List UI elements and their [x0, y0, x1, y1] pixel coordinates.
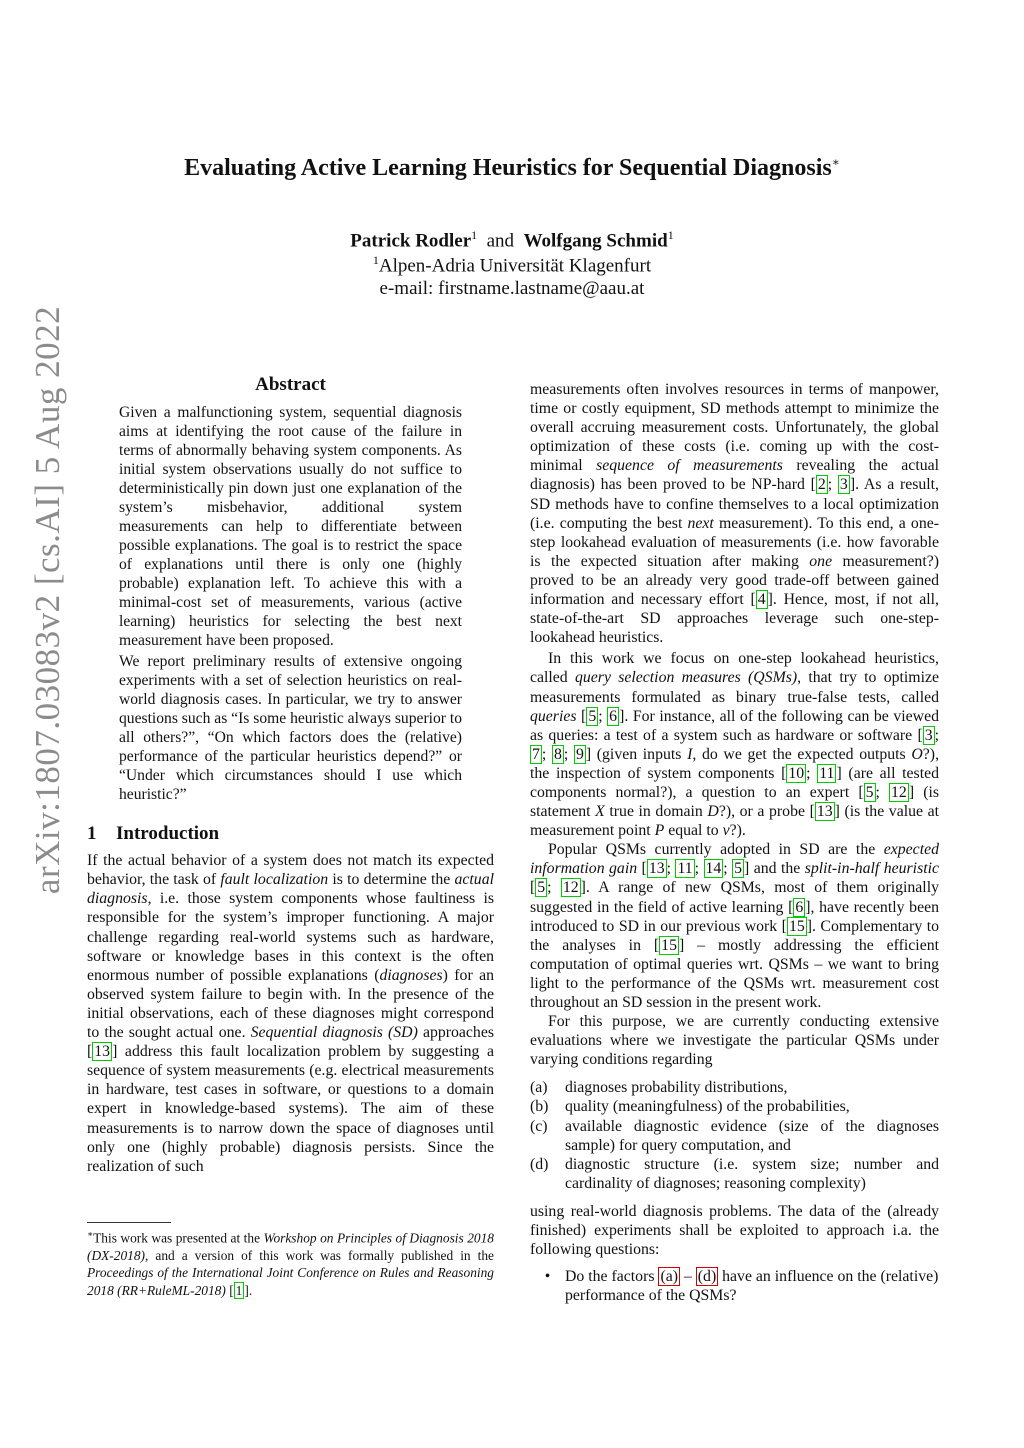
citation-link[interactable]: 13 — [94, 1043, 111, 1061]
text-run: (is the value at measurement point — [530, 803, 940, 840]
list-text: diagnoses probability distributions, — [565, 1079, 788, 1097]
citation-link[interactable]: 5 — [537, 879, 546, 897]
abstract-paragraph-1: Given a malfunctioning system, sequential diagnosis aims at identifying the root cause of the failure in terms of abnormally behaving system components. As initial system observations usually do not suffice to deterministically pin down just one explanation of the system’s misbehavior, additional system measurements can help to differentiate between possible explanations. The goal is to restrict the space of explanations until there is only one (highly probable) explanation left. To achieve this with a minimal-cost set of measurements, various (active learning) heuristics for selecting the best next measurement have been proposed. — [119, 404, 462, 650]
emphasis: actual diagnosis — [87, 871, 494, 908]
list-text: diagnostic structure (i.e. system size; number and cardinality of diagnoses; reasoning complexity) — [565, 1155, 939, 1192]
right-paragraph-4: For this purpose, we are currently conducting extensive evaluations where we investigate the particular QSMs under varying conditions regarding — [530, 1013, 939, 1069]
citation-link[interactable]: 8 — [553, 745, 562, 763]
text-run: . Hence, most, if not all, state-of-the-art SD approaches leverage such one-step-lookahead heuristics. — [530, 591, 939, 647]
emphasis: expected information gain — [530, 841, 939, 878]
citation-link[interactable]: 10 — [788, 764, 805, 782]
section-heading-introduction — [87, 824, 494, 843]
list-text: quality (meaningfulness) of the probabilities, — [565, 1098, 850, 1116]
emphasis: split-in-half heuristic — [804, 860, 940, 878]
question-list — [530, 1267, 939, 1305]
emphasis: diagnoses — [379, 966, 443, 984]
text-run — [226, 1283, 229, 1298]
math-variable: P — [654, 822, 665, 840]
text-run: In this work we focus on one-step lookahead heuristics, called — [530, 650, 939, 687]
citation-link[interactable]: 15 — [661, 936, 677, 954]
abstract-paragraph-2: We report preliminary results of extensive ongoing experiments with a set of selection heuristics on real-world diagnosis cases. In particular, we try to answer questions such as “Is some heuristic always superior to all others?”, “On which factors does the (relative) performance of the particular heuristics depend?” or “Under which circumstances should I use which heuristic?” — [119, 653, 462, 804]
list-item — [530, 1097, 939, 1116]
list-item — [530, 1117, 939, 1155]
text-run: have an influence on the (relative) performance of the QSMs? — [565, 1268, 939, 1305]
author-conjunction: and — [486, 230, 515, 252]
bullet-icon: • — [544, 1268, 551, 1286]
emphasis: fault localization — [220, 871, 329, 889]
text-run: ?), the inspection of system components — [530, 745, 940, 782]
text-run: , that try to optimize measurements formulated as binary true-false tests, called — [530, 669, 939, 706]
left-column — [87, 375, 494, 1176]
citation-link[interactable]: 2 — [817, 476, 826, 494]
text-run: . Complementary to the analyses in — [530, 917, 939, 954]
author1-aff-mark: 1 — [471, 228, 478, 242]
list-label: (c) — [530, 1117, 548, 1135]
text-run: (given inputs — [591, 745, 688, 763]
citation-link[interactable]: 9 — [575, 745, 584, 763]
footnote: ∗This work was presented at the Workshop on Principles of Diagnosis 2018 (DX-2018), and a version of this work was formally published in the Proceedings of the International Joint Conference on Rules and Reasoning 2018 (RR+RuleML-2018) [ 1 ]. — [87, 1229, 494, 1298]
citation-link[interactable]: 6 — [795, 898, 804, 916]
text-run: (are all tested components normal?), a question to an expert — [530, 764, 940, 801]
text-run: revealing the actual diagnosis) has been proved to be NP-hard — [530, 457, 940, 494]
list-text — [565, 1267, 939, 1305]
citation-link[interactable]: 4 — [757, 591, 766, 609]
contact-email: e-mail: firstname.lastname@aau.at — [379, 278, 645, 299]
section-title: Introduction — [116, 823, 220, 845]
citation-link[interactable]: 12 — [562, 879, 579, 897]
text-run: measurements often involves resources in terms of manpower, time or costly equipment, SD methods attempt to minimize the overall accruing measurement costs. Unfortunately, the global optimization of these costs (i.e. coming up with the cost-minimal — [530, 381, 939, 475]
citation-link[interactable]: 6 — [609, 707, 618, 725]
emphasis: sequence of measurements — [596, 457, 783, 475]
text-run: (is statement — [530, 783, 939, 821]
text-run: , i.e. those system components whose faultiness is responsible for the system’s improper functioning. A major challenge regarding real-world systems such as hardware, software or knowledge bases in this context is the often enormous number of possible explanations ( — [87, 890, 494, 984]
list-label: (d) — [530, 1155, 549, 1173]
citation-link[interactable]: 13 — [816, 803, 833, 821]
citation-link[interactable]: 11 — [819, 764, 835, 782]
emphasis: Workshop on Principles of Diagnosis 2018 (DX-2018) — [87, 1230, 494, 1263]
emphasis: one — [809, 552, 833, 570]
math-variable: I — [687, 745, 693, 763]
citation-link[interactable]: 12 — [891, 783, 907, 801]
list-item — [530, 1155, 939, 1193]
intro-paragraph: If the actual behavior of a system does not match its expected behavior, the task of fault localization is to determine the actual diagnosis, i.e. those system components whose faultiness is responsible for the system’s improper functioning. A major challenge regarding real-world systems such as hardware, software or knowledge bases in this context is the often enormous number of possible explanations (diagnoses) for an observed system failure to begin with. In the presence of the initial observations, each of these diagnoses might correspond to the sought actual one. Sequential diagnosis (SD) approaches [ 13 ] address this fault localization problem by suggesting a sequence of system measurements (e.g. electrical measurements in hardware, test cases in software, or questions to a domain expert in knowledge-based systems). The aim of these measurements is to narrow down the space of diagnoses until only one (highly probable) diagnosis persists. Since the realization of such — [87, 852, 494, 1175]
affiliation-text: Alpen-Adria Universität Klagenfurt — [378, 255, 652, 277]
list-label: (b) — [530, 1098, 549, 1116]
text-run: measurement?) proved to be an already very good trade-off between gained information and necessary effort — [530, 552, 939, 609]
text-run: If the actual behavior of a system does not match its expected behavior, the task of — [87, 852, 494, 889]
text-run: – — [679, 1268, 696, 1286]
citation-link[interactable]: 11 — [677, 860, 693, 878]
list-text: available diagnostic evidence (size of the diagnoses sample) for query computation, and — [565, 1117, 939, 1154]
emphasis: Proceedings of the International Joint Conference on Rules and Reasoning 2018 (RR+RuleML-2018) — [87, 1265, 494, 1298]
text-run: , do we get the expected outputs — [692, 745, 912, 763]
text-run: Do the factors — [565, 1268, 659, 1286]
text-run: ?), or a probe — [718, 803, 810, 821]
text-run: ) for an observed system failure to begin with. In the presence of the initial observations, each of these diagnoses might correspond to the sought actual one. — [87, 966, 494, 1042]
text-run: address this fault localization problem by suggesting a sequence of system measurements (e.g. electrical measurements in hardware, test cases in software, or questions to a domain expert in knowledge-based systems). The aim of these measurements is to narrow down the space of diagnoses until only one (highly probable) diagnosis persists. Since the realization of such — [87, 1043, 494, 1175]
text-run: Popular QSMs currently adopted in SD are the — [548, 841, 884, 859]
right-column — [530, 380, 939, 1305]
text-run: This work was presented at the — [93, 1230, 264, 1246]
text-run: approaches — [417, 1024, 494, 1042]
text-run: . For instance, all of the following can be viewed as queries: a test of a system such as hardware or software — [530, 707, 939, 744]
list-label: (a) — [530, 1079, 548, 1097]
footnote-mark: ∗ — [87, 1229, 94, 1239]
citation-link[interactable]: 5 — [734, 860, 743, 878]
text-run: ?). — [729, 822, 746, 840]
math-variable: X — [595, 803, 605, 821]
title-text: Evaluating Active Learning Heuristics for Sequential Diagnosis — [184, 155, 832, 181]
text-run: . — [248, 1282, 253, 1298]
math-variable: O — [911, 745, 923, 763]
text-run: equal to — [664, 822, 723, 840]
affiliation-mark: 1 — [372, 253, 379, 267]
emphasis: queries — [530, 707, 577, 725]
citation-link[interactable]: 3 — [839, 476, 848, 494]
citation-link[interactable]: 5 — [588, 707, 597, 725]
arxiv-sidebar-stamp — [20, 160, 76, 1040]
citation-link[interactable]: 5 — [865, 783, 874, 801]
math-variable: v — [722, 822, 730, 840]
author-schmid: Wolfgang Schmid — [523, 230, 668, 252]
citation-link[interactable]: 1 — [235, 1282, 243, 1298]
citation-link[interactable]: 7 — [532, 745, 540, 763]
text-run: , and a version of this work was formally published in the — [145, 1247, 494, 1263]
list-item — [530, 1267, 939, 1305]
emphasis: query selection measures (QSMs) — [574, 669, 798, 687]
abstract-body — [119, 403, 462, 804]
text-run: , have recently been introduced to SD in our previous work — [530, 898, 939, 935]
condition-list — [530, 1078, 939, 1193]
right-paragraph-1: measurements often involves resources in terms of manpower, time or costly equipment, SD methods attempt to minimize the overall accruing measurement costs. Unfortunately, the global optimization of these costs (i.e. coming up with the cost-minimal sequence of measurements revealing the actual diagnosis) has been proved to be NP-hard [ 2 ; 3 ]. As a result, SD methods have to confine themselves to a local optimization (i.e. computing the best next measurement). To this end, a one-step lookahead evaluation of measurements (i.e. how favorable is the expected situation after making one measurement?) proved to be an already very good trade-off between gained information and necessary effort [ 4 ]. Hence, most, if not all, state-of-the-art SD approaches leverage such one-step-lookahead heuristics. — [530, 381, 940, 647]
citation-link[interactable]: 13 — [648, 860, 665, 878]
list-item — [530, 1078, 939, 1097]
right-paragraph-3: Popular QSMs currently adopted in SD are the expected information gain [ 13 ; 11 ; 14 ; 5 ] and the split-in-half heuristic [ 5 ; 12 ]. A range of new QSMs, most of them originally suggested in the field of active learning [ 6 ], have recently been introduced to SD in our previous work [ 15 ]. Complementary to the analyses in [ 15 ] – mostly addressing the efficient computation of optimal queries wrt. QSMs – we want to bring light to the performance of the QSMs wrt. measurement cost throughout an SD session in the present work. — [530, 841, 940, 1011]
text-run: . A range of new QSMs, most of them originally suggested in the field of active learning — [530, 879, 939, 916]
item-reference-link[interactable]: (d) — [697, 1268, 717, 1286]
author2-aff-mark: 1 — [667, 228, 674, 242]
abstract-heading: Abstract — [255, 374, 326, 395]
math-variable: D — [707, 803, 719, 821]
citation-link[interactable]: 15 — [788, 917, 805, 935]
arxiv-identifier: arXiv:1807.03083v2 [cs.AI] 5 Aug 2022 — [28, 305, 67, 895]
text-run: . As a result, SD methods have to confine themselves to a local optimization (i.e. computing the best — [530, 476, 940, 532]
text-run: and the — [749, 860, 805, 878]
right-paragraph-5: using real-world diagnosis problems. The data of the (already finished) experiments shall be exploited to approach i.a. the following questions: — [530, 1202, 939, 1259]
title-footnote-mark: ∗ — [831, 155, 840, 169]
footnote-rule — [87, 1222, 171, 1223]
item-reference-link[interactable]: (a) — [660, 1268, 678, 1286]
author-line — [100, 228, 924, 252]
author-rodler: Patrick Rodler — [350, 230, 472, 252]
section-number: 1 — [87, 823, 97, 845]
text-run: – mostly addressing the efficient computation of optimal queries wrt. QSMs – we want to bring light to the performance of the QSMs wrt. measurement cost throughout an SD session in the present work. — [530, 936, 939, 1011]
right-paragraph-2: In this work we focus on one-step lookahead heuristics, called query selection measures (QSMs), that try to optimize measurements formulated as binary true-false tests, called queries [ 5 ; 6 ]. For instance, all of the following can be viewed as queries: a test of a system such as hardware or software [ 3 ; 7 ; 8 ; 9 ] (given inputs I, do we get the expected outputs O?), the inspection of system components [ 10 ; 11 ] (are all tested components normal?), a question to an expert [ 5 ; 12 ] (is statement X true in domain D?), or a probe [ 13 ] (is the value at measurement point P equal to v?). — [530, 650, 940, 840]
emphasis: Sequential diagnosis (SD) — [250, 1024, 418, 1042]
paper-title — [100, 155, 924, 182]
affiliation — [100, 253, 924, 277]
citation-link[interactable]: 14 — [705, 860, 722, 878]
citation-link[interactable]: 3 — [924, 726, 933, 744]
text-run: true in domain — [604, 803, 708, 821]
text-run: is to determine the — [328, 871, 455, 889]
text-run: measurement). To this end, a one-step lookahead evaluation of measurements (i.e. how favorable is the expected situation after making — [530, 514, 939, 570]
emphasis: next — [687, 514, 714, 532]
